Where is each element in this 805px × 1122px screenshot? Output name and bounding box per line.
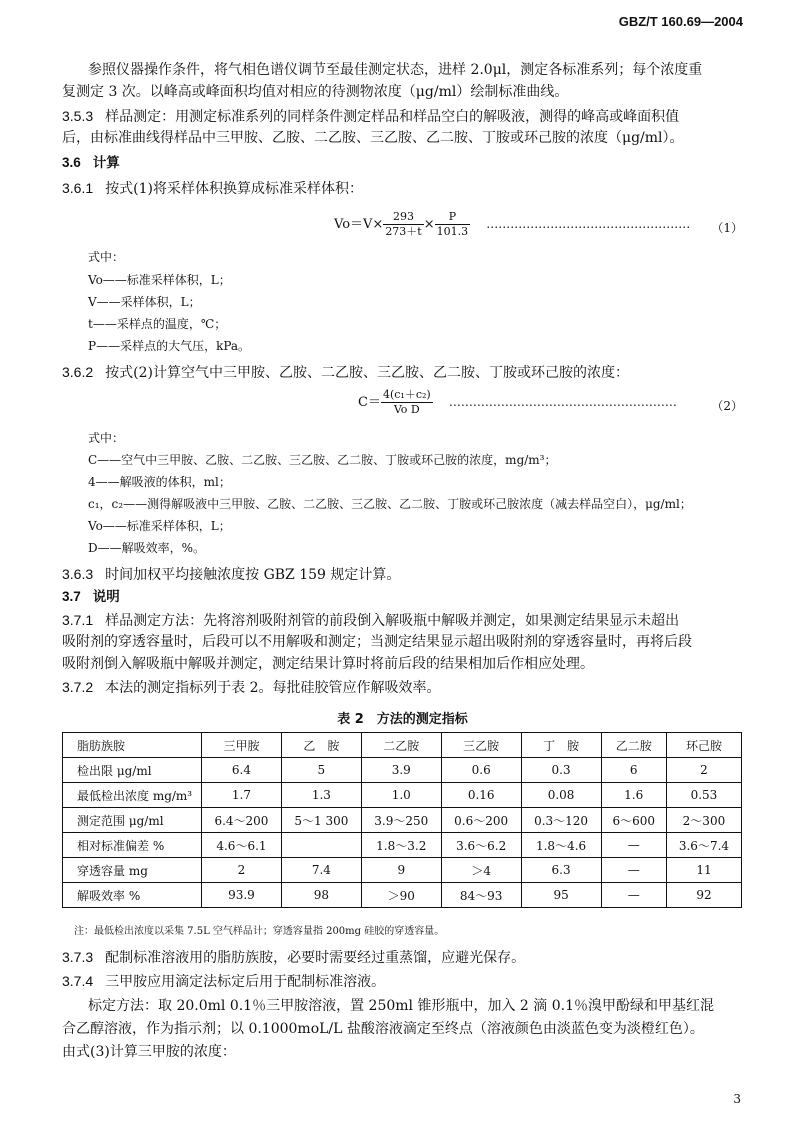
row-label: 最低检出浓度 mg/m³ xyxy=(63,783,202,808)
table-cell: ＞90 xyxy=(361,883,441,908)
section-number: 3.6.3 xyxy=(62,566,94,582)
column-header: 乙 胺 xyxy=(281,733,361,758)
equation-number: （1） xyxy=(711,221,743,235)
equation-lhs: Vo＝V× xyxy=(334,217,384,232)
table-cell: 0.08 xyxy=(521,783,601,808)
paragraph-line: 后，由标准曲线得样品中三甲胺、乙胺、二乙胺、三乙胺、乙二胺、丁胺或环己胺的浓度（μg/ml）。 xyxy=(62,130,684,146)
variable-definition: V——采样体积，L； xyxy=(88,295,201,309)
table-cell: 6 xyxy=(601,758,666,783)
section-number: 3.7.2 xyxy=(62,679,94,695)
table-cell: 0.16 xyxy=(441,783,521,808)
table-cell: — xyxy=(601,833,666,858)
method-indicators-table xyxy=(62,732,742,908)
denominator: 101.3 xyxy=(436,225,469,238)
table-cell: 5 xyxy=(281,758,361,783)
row-label: 解吸效率 % xyxy=(63,883,202,908)
table-cell: 6.4 xyxy=(202,758,282,783)
times-sign: × xyxy=(423,217,435,232)
table-cell: 0.53 xyxy=(666,783,741,808)
variable-definition: c₁，c₂——测得解吸液中三甲胺、乙胺、二乙胺、三乙胺、乙二胺、丁胺或环己胺浓度（减去样品空白），μg/ml； xyxy=(88,497,692,511)
denominator: Vo D xyxy=(393,403,420,416)
table-cell: 3.6～6.2 xyxy=(441,833,521,858)
section-3-7-3 xyxy=(62,946,742,969)
column-header: 环己胺 xyxy=(666,733,741,758)
section-3-6-3 xyxy=(62,563,742,586)
section-text: 本法的测定指标列于表 2。每批硅胶管应作解吸效率。 xyxy=(105,680,441,696)
table-cell: 0.3～120 xyxy=(521,808,601,833)
table-cell: 7.4 xyxy=(281,858,361,883)
section-text: 时间加权平均接触浓度按 GBZ 159 规定计算。 xyxy=(105,567,401,583)
table-cell: 1.6 xyxy=(601,783,666,808)
table-cell: 6.4～200 xyxy=(202,808,282,833)
section-text: 三甲胺应用滴定法标定后用于配制标准溶液。 xyxy=(105,974,386,990)
table-row xyxy=(63,833,742,858)
table-cell: 2～300 xyxy=(666,808,741,833)
paragraph-line: 标定方法：取 20.0ml 0.1％三甲胺溶液，置 250ml 锥形瓶中，加入 2 滴 0.1％溴甲酚绿和甲基红混 xyxy=(88,998,714,1014)
table-cell: 84～93 xyxy=(441,883,521,908)
column-header: 乙二胺 xyxy=(601,733,666,758)
table-cell: 3.6～7.4 xyxy=(666,833,741,858)
table-cell: 5～1 300 xyxy=(281,808,361,833)
section-3-6-1 xyxy=(62,177,742,200)
section-3-5-3 xyxy=(62,105,742,128)
table-cell: 6.3 xyxy=(521,858,601,883)
section-text: 按式(1)将采样体积换算成标准采样体积： xyxy=(105,181,363,197)
section-text: 按式(2)计算空气中三甲胺、乙胺、二乙胺、三乙胺、乙二胺、丁胺或环己胺的浓度： xyxy=(105,365,629,381)
fraction xyxy=(435,210,471,239)
column-header: 三甲胺 xyxy=(202,733,282,758)
row-label: 相对标准偏差 % xyxy=(63,833,202,858)
table-cell: 1.8～3.2 xyxy=(361,833,441,858)
column-header: 丁 胺 xyxy=(521,733,601,758)
fraction xyxy=(381,388,433,417)
section-3-6-2 xyxy=(62,361,742,384)
section-number: 3.7 xyxy=(62,589,81,604)
where-label: 式中： xyxy=(88,431,125,445)
numerator: P xyxy=(435,210,471,225)
table-cell xyxy=(281,833,361,858)
equation-lhs: C＝ xyxy=(358,395,381,410)
table-cell: ＞4 xyxy=(441,858,521,883)
section-text: 样品测定：用测定标准系列的同样条件测定样品和样品空白的解吸液，测得的峰高或峰面积值 xyxy=(105,109,680,125)
table-header-row xyxy=(63,733,742,758)
table-cell: 3.9 xyxy=(361,758,441,783)
variable-definition: Vo——标准采样体积，L； xyxy=(88,519,231,533)
paragraph-line: 复测定 3 次。以峰高或峰面积均值对相应的待测物浓度（μg/ml）绘制标准曲线。 xyxy=(62,84,569,100)
column-header: 三乙胺 xyxy=(441,733,521,758)
paragraph-line: 吸附剂的穿透容量时，后段可以不用解吸和测定；当测定结果显示超出吸附剂的穿透容量时，再将后段 xyxy=(62,634,692,650)
equation-number: （2） xyxy=(711,399,743,413)
table-cell: — xyxy=(601,858,666,883)
section-text: 配制标准溶液用的脂肪族胺，必要时需要经过重蒸馏，应避光保存。 xyxy=(105,950,526,966)
variable-definition: D——解吸效率，%。 xyxy=(88,541,206,555)
paragraph-line: 合乙醇溶液，作为指示剂；以 0.1000moL/L 盐酸溶液滴定至终点（溶液颜色由淡蓝色变为淡橙红色）。 xyxy=(62,1021,704,1037)
table-cell: 2 xyxy=(202,858,282,883)
section-number: 3.6.1 xyxy=(62,180,94,196)
table-cell: 1.7 xyxy=(202,783,282,808)
table-cell: 4.6～6.1 xyxy=(202,833,282,858)
numerator: 4(c₁＋c₂) xyxy=(382,388,431,401)
table-row xyxy=(63,858,742,883)
section-number: 3.7.1 xyxy=(62,612,94,628)
where-label: 式中： xyxy=(88,250,125,264)
column-header: 二乙胺 xyxy=(361,733,441,758)
section-number: 3.5.3 xyxy=(62,108,94,124)
table-row xyxy=(63,808,742,833)
table-cell: 98 xyxy=(281,883,361,908)
section-3-7-2 xyxy=(62,676,742,699)
variable-definition: Vo——标准采样体积，L； xyxy=(88,273,231,287)
table-caption: 表 2 方法的测定指标 xyxy=(337,712,468,727)
table-cell: 0.3 xyxy=(521,758,601,783)
table-cell: 6～600 xyxy=(601,808,666,833)
table-cell: 3.9～250 xyxy=(361,808,441,833)
table-cell: 93.9 xyxy=(202,883,282,908)
page-number: 3 xyxy=(733,1092,741,1106)
table-row xyxy=(63,883,742,908)
table-cell: 1.3 xyxy=(281,783,361,808)
standard-code-header: GBZ/T 160.69—2004 xyxy=(618,14,743,29)
section-title: 计算 xyxy=(92,155,120,171)
table-cell: 92 xyxy=(666,883,741,908)
leader-dots: …………………………………………… xyxy=(486,217,691,231)
table-cell: — xyxy=(601,883,666,908)
section-heading-3-6 xyxy=(62,152,742,174)
table-cell: 0.6～200 xyxy=(441,808,521,833)
table-row xyxy=(63,758,742,783)
variable-definition: 4——解吸液的体积，ml； xyxy=(88,475,231,489)
table-cell: 9 xyxy=(361,858,441,883)
section-title: 说明 xyxy=(92,589,120,605)
section-number: 3.7.3 xyxy=(62,949,94,965)
equation-1 xyxy=(334,210,690,239)
section-text: 样品测定方法：先将溶剂吸附剂管的前段倒入解吸瓶中解吸并测定，如果测定结果显示未超出 xyxy=(105,613,680,629)
column-header: 脂肪族胺 xyxy=(63,733,202,758)
leader-dots: ………………………………………………… xyxy=(448,395,677,409)
variable-definition: t——采样点的温度，℃； xyxy=(88,317,227,331)
table-cell: 2 xyxy=(666,758,741,783)
numerator: 293 xyxy=(383,210,423,225)
paragraph-line: 参照仪器操作条件，将气相色谱仪调节至最佳测定状态，进样 2.0μl，测定各标准系列；每个浓度重 xyxy=(88,62,703,78)
section-heading-3-7 xyxy=(62,586,742,608)
table-row xyxy=(63,783,742,808)
section-number: 3.6.2 xyxy=(62,364,94,380)
row-label: 检出限 μg/ml xyxy=(63,758,202,783)
table-cell: 1.0 xyxy=(361,783,441,808)
paragraph-line: 吸附剂倒入解吸瓶中解吸并测定，测定结果计算时将前后段的结果相加后作相应处理。 xyxy=(62,656,594,672)
row-label: 测定范围 μg/ml xyxy=(63,808,202,833)
section-3-7-1 xyxy=(62,609,742,632)
variable-definition: C——空气中三甲胺、乙胺、二乙胺、三乙胺、乙二胺、丁胺或环己胺的浓度，mg/m³； xyxy=(88,453,557,467)
table-cell: 95 xyxy=(521,883,601,908)
variable-definition: P——采样点的大气压，kPa。 xyxy=(88,339,251,353)
denominator: 273＋t xyxy=(385,225,422,238)
fraction xyxy=(383,210,423,239)
table-note: 注：最低检出浓度以采集 7.5L 空气样品计；穿透容量指 200mg 硅胶的穿透容量。 xyxy=(74,926,445,937)
row-label: 穿透容量 mg xyxy=(63,858,202,883)
table-cell: 11 xyxy=(666,858,741,883)
section-number: 3.6 xyxy=(62,155,81,170)
table-cell: 1.8～4.6 xyxy=(521,833,601,858)
equation-2 xyxy=(358,388,677,417)
paragraph-line: 由式(3)计算三甲胺的浓度： xyxy=(62,1044,236,1060)
table-cell: 0.6 xyxy=(441,758,521,783)
section-number: 3.7.4 xyxy=(62,973,94,989)
section-3-7-4 xyxy=(62,970,742,993)
